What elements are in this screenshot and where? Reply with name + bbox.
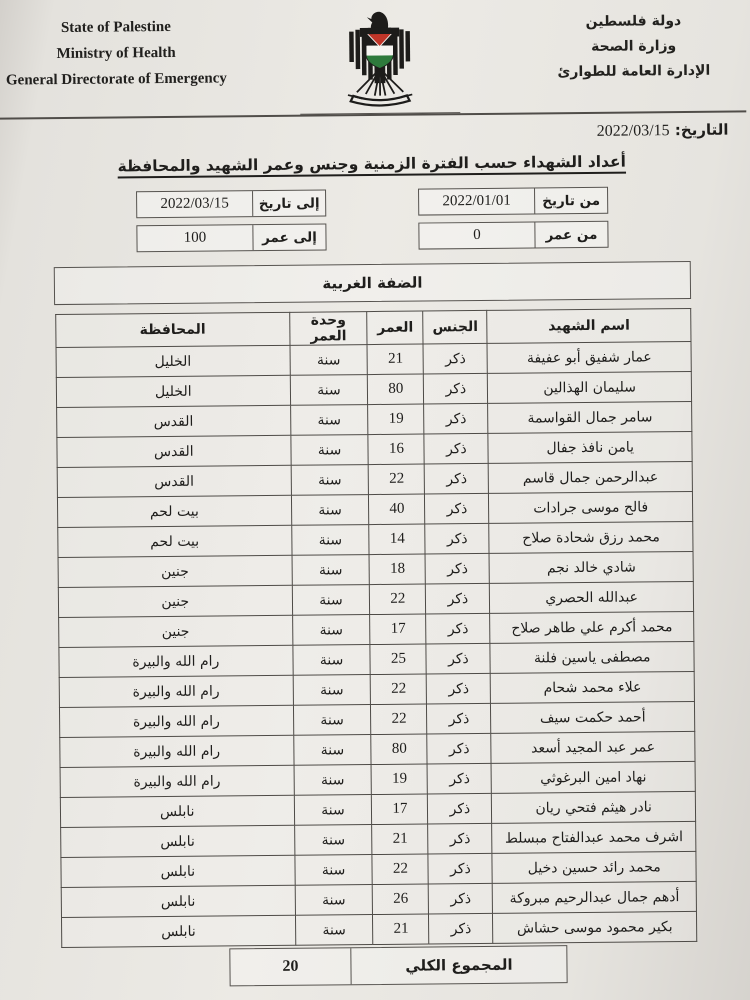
to-age-label: إلى عمر xyxy=(252,224,325,250)
martyr-name-cell: مصطفى ياسين فلنة xyxy=(490,641,694,673)
gender-cell: ذكر xyxy=(426,583,490,614)
governorate-cell: جنين xyxy=(58,585,292,617)
letterhead-arabic xyxy=(533,7,734,86)
report-date xyxy=(0,112,747,146)
filter-to-group xyxy=(136,189,327,252)
age-unit-cell: سنة xyxy=(290,405,368,436)
column-header: وحدة العمر xyxy=(289,312,367,346)
governorate-cell: الخليل xyxy=(56,345,290,377)
letterhead-ar-line1: دولة فلسطين xyxy=(585,13,682,30)
gender-cell: ذكر xyxy=(426,643,490,674)
age-unit-cell: سنة xyxy=(293,705,371,736)
from-age-value: 0 xyxy=(473,226,481,244)
gender-cell: ذكر xyxy=(425,523,489,554)
gender-cell: ذكر xyxy=(425,553,489,584)
martyr-name-cell: سامر جمال القواسمة xyxy=(488,401,692,433)
age-unit-cell: سنة xyxy=(295,915,373,946)
total-label: المجموع الكلي xyxy=(350,946,566,984)
governorate-cell: بيت لحم xyxy=(57,495,291,527)
martyr-name-cell: اشرف محمد عبدالفتاح مبسلط xyxy=(492,821,696,853)
governorate-cell: القدس xyxy=(57,405,291,437)
martyr-name-cell: عمر عبد المجيد أسعد xyxy=(491,731,695,763)
martyr-name-cell: شادي خالد نجم xyxy=(489,551,693,583)
age-cell: 22 xyxy=(371,674,427,705)
governorate-cell: نابلس xyxy=(61,885,295,917)
age-cell: 22 xyxy=(371,704,427,735)
region-header: الضفة الغربية xyxy=(54,261,691,305)
age-unit-cell: سنة xyxy=(294,855,372,886)
age-unit-cell: سنة xyxy=(294,795,372,826)
total-value: 20 xyxy=(282,957,299,975)
gender-cell: ذكر xyxy=(423,343,487,374)
age-unit-cell: سنة xyxy=(292,615,370,646)
letterhead-ar-line2: وزارة الصحة xyxy=(590,38,677,55)
total-row xyxy=(229,945,567,986)
governorate-cell: القدس xyxy=(57,465,291,497)
age-cell: 40 xyxy=(369,494,425,525)
to-date-label: إلى تاريخ xyxy=(252,190,325,216)
governorate-cell: نابلس xyxy=(60,795,294,827)
age-cell: 19 xyxy=(372,764,428,795)
governorate-cell: جنين xyxy=(59,615,293,647)
age-cell: 16 xyxy=(368,434,424,465)
filter-from-group xyxy=(418,187,609,250)
to-date-box xyxy=(136,189,326,218)
age-cell: 26 xyxy=(373,884,429,915)
from-date-value: 2022/01/01 xyxy=(442,192,511,210)
letterhead-en-line1: State of Palestine xyxy=(60,18,171,36)
from-age-box xyxy=(418,221,608,250)
date-value: 2022/03/15 xyxy=(596,122,670,140)
to-date-value: 2022/03/15 xyxy=(160,195,229,213)
gender-cell: ذكر xyxy=(429,883,493,914)
martyr-name-cell: يامن نافذ جفال xyxy=(488,431,692,463)
martyr-name-cell: سليمان الهذالين xyxy=(488,371,692,403)
governorate-cell: الخليل xyxy=(56,375,290,407)
gender-cell: ذكر xyxy=(424,373,488,404)
age-unit-cell: سنة xyxy=(292,585,370,616)
column-header: العمر xyxy=(367,311,423,345)
martyr-name-cell: عمار شفيق أبو عفيفة xyxy=(487,341,691,373)
martyr-name-cell: أحمد حكمت سيف xyxy=(491,701,695,733)
age-cell: 21 xyxy=(372,824,428,855)
governorate-cell: رام الله والبيرة xyxy=(60,735,294,767)
martyr-name-cell: محمد رائد حسين دخيل xyxy=(492,851,696,883)
letterhead-en-line3: General Directorate of Emergency xyxy=(5,70,227,89)
letterhead xyxy=(0,0,746,112)
age-cell: 18 xyxy=(369,554,425,585)
age-cell: 19 xyxy=(368,404,424,435)
martyr-name-cell: محمد رزق شحادة صلاح xyxy=(489,521,693,553)
age-cell: 21 xyxy=(367,344,423,375)
governorate-cell: نابلس xyxy=(61,915,295,947)
governorate-cell: نابلس xyxy=(61,825,295,857)
to-age-value: 100 xyxy=(183,229,207,246)
age-unit-cell: سنة xyxy=(291,465,369,496)
gender-cell: ذكر xyxy=(428,853,492,884)
martyr-name-cell: عبدالرحمن جمال قاسم xyxy=(489,461,693,493)
gender-cell: ذكر xyxy=(427,733,491,764)
gender-cell: ذكر xyxy=(425,493,489,524)
letterhead-ar-line3: الإدارة العامة للطوارئ xyxy=(557,62,711,81)
gender-cell: ذكر xyxy=(426,613,490,644)
age-unit-cell: سنة xyxy=(292,555,370,586)
governorate-cell: نابلس xyxy=(61,855,295,887)
age-cell: 22 xyxy=(369,464,425,495)
age-cell: 80 xyxy=(368,374,424,405)
martyr-name-cell: محمد أكرم علي طاهر صلاح xyxy=(490,611,694,643)
gender-cell: ذكر xyxy=(428,823,492,854)
age-unit-cell: سنة xyxy=(292,645,370,676)
age-unit-cell: سنة xyxy=(290,345,368,376)
age-cell: 22 xyxy=(372,854,428,885)
letterhead-english xyxy=(5,11,227,93)
column-header: الجنس xyxy=(423,310,487,344)
martyr-name-cell: عبدالله الحصري xyxy=(490,581,694,613)
governorate-cell: رام الله والبيرة xyxy=(59,645,293,677)
age-unit-cell: سنة xyxy=(291,495,369,526)
governorate-cell: رام الله والبيرة xyxy=(60,765,294,797)
gender-cell: ذكر xyxy=(424,433,488,464)
gender-cell: ذكر xyxy=(427,703,491,734)
page-title: أعداد الشهداء حسب الفترة الزمنية وجنس وعمر الشهيد والمحافظة xyxy=(117,152,627,176)
governorate-cell: بيت لحم xyxy=(58,525,292,557)
gender-cell: ذكر xyxy=(428,793,492,824)
age-cell: 80 xyxy=(371,734,427,765)
martyr-name-cell: نهاد امين البرغوثي xyxy=(491,761,695,793)
age-cell: 22 xyxy=(370,584,426,615)
table-row xyxy=(61,911,696,947)
age-unit-cell: سنة xyxy=(290,435,368,466)
age-unit-cell: سنة xyxy=(295,885,373,916)
gender-cell: ذكر xyxy=(427,763,491,794)
palestine-eagle-emblem-icon xyxy=(326,9,435,110)
age-unit-cell: سنة xyxy=(294,765,372,796)
martyr-name-cell: فالح موسى جرادات xyxy=(489,491,693,523)
age-unit-cell: سنة xyxy=(290,375,368,406)
age-unit-cell: سنة xyxy=(291,525,369,556)
gender-cell: ذكر xyxy=(427,673,491,704)
martyr-name-cell: علاء محمد شحام xyxy=(491,671,695,703)
age-unit-cell: سنة xyxy=(294,825,372,856)
column-header: المحافظة xyxy=(56,312,290,347)
age-cell: 17 xyxy=(372,794,428,825)
governorate-cell: القدس xyxy=(57,435,291,467)
emblem-wrap xyxy=(305,9,456,114)
from-date-label: من تاريخ xyxy=(534,188,607,214)
from-age-label: من عمر xyxy=(534,222,607,248)
martyrs-table xyxy=(55,308,697,948)
gender-cell: ذكر xyxy=(425,463,489,494)
date-label: التاريخ: xyxy=(674,120,729,140)
letterhead-en-line2: Ministry of Health xyxy=(56,44,176,63)
gender-cell: ذكر xyxy=(429,913,493,944)
to-age-box xyxy=(136,223,326,252)
age-unit-cell: سنة xyxy=(293,735,371,766)
martyrs-table-body xyxy=(56,341,697,947)
age-unit-cell: سنة xyxy=(293,675,371,706)
age-cell: 14 xyxy=(369,524,425,555)
filter-boxes xyxy=(0,185,748,253)
governorate-cell: جنين xyxy=(58,555,292,587)
age-cell: 25 xyxy=(370,644,426,675)
martyr-name-cell: بكير محمود موسى حشاش xyxy=(493,911,697,943)
age-cell: 21 xyxy=(373,914,429,945)
governorate-cell: رام الله والبيرة xyxy=(59,705,293,737)
governorate-cell: رام الله والبيرة xyxy=(59,675,293,707)
age-cell: 17 xyxy=(370,614,426,645)
martyr-name-cell: أدهم جمال عبدالرحيم مبروكة xyxy=(493,881,697,913)
column-header: اسم الشهيد xyxy=(487,308,691,343)
gender-cell: ذكر xyxy=(424,403,488,434)
from-date-box xyxy=(418,187,608,216)
martyr-name-cell: نادر هيثم فتحي ريان xyxy=(492,791,696,823)
